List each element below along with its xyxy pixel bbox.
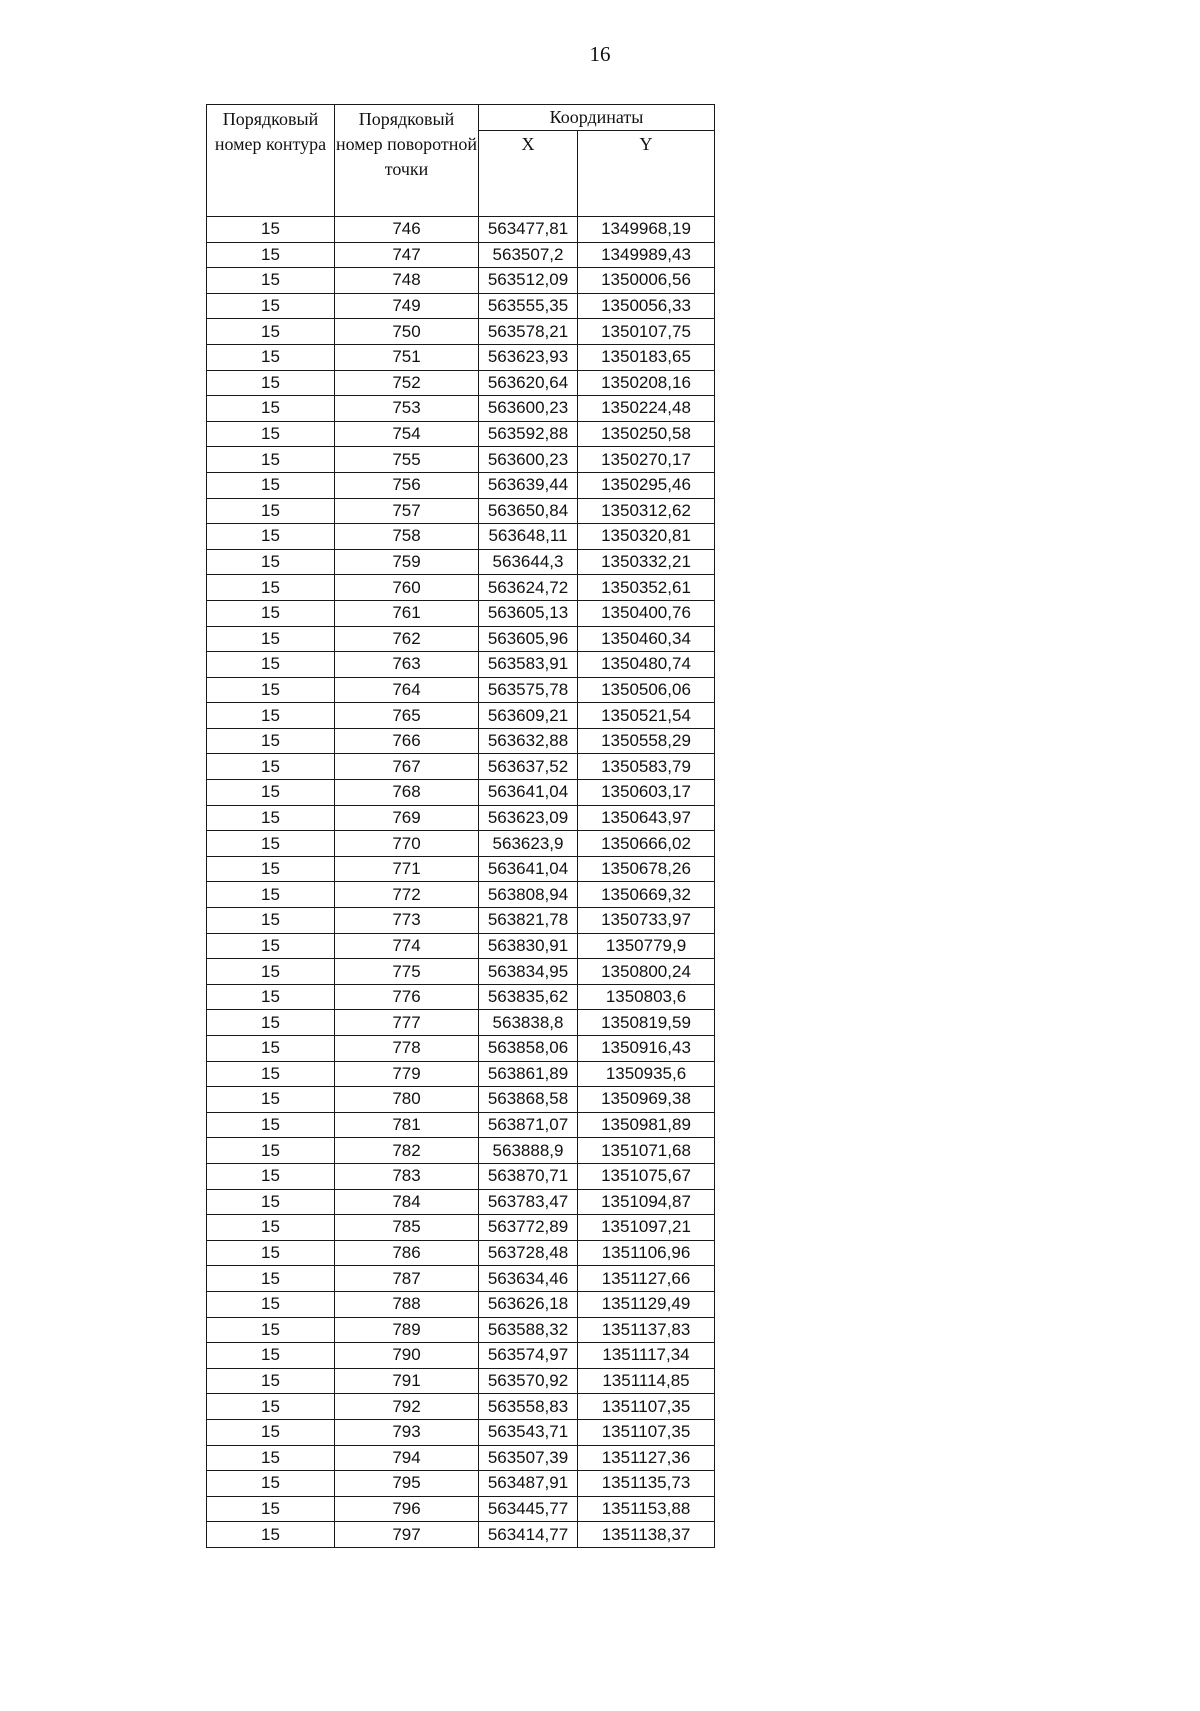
table-row <box>207 1419 715 1445</box>
cell-point-number: 784 <box>335 1189 479 1215</box>
cell-point-number: 775 <box>335 959 479 985</box>
cell-x: 563583,91 <box>479 652 578 678</box>
cell-point-number: 746 <box>335 217 479 243</box>
cell-contour-number: 15 <box>207 1419 335 1445</box>
cell-x: 563445,77 <box>479 1496 578 1522</box>
cell-contour-number: 15 <box>207 370 335 396</box>
cell-point-number: 780 <box>335 1087 479 1113</box>
cell-contour-number: 15 <box>207 268 335 294</box>
cell-contour-number: 15 <box>207 1087 335 1113</box>
cell-y: 1351097,21 <box>578 1215 715 1241</box>
table-row <box>207 1291 715 1317</box>
cell-contour-number: 15 <box>207 1163 335 1189</box>
table-row <box>207 600 715 626</box>
cell-y: 1350916,43 <box>578 1036 715 1062</box>
cell-contour-number: 15 <box>207 933 335 959</box>
cell-y: 1351137,83 <box>578 1317 715 1343</box>
table-row <box>207 831 715 857</box>
cell-point-number: 781 <box>335 1112 479 1138</box>
cell-y: 1350803,6 <box>578 984 715 1010</box>
cell-point-number: 773 <box>335 908 479 934</box>
cell-contour-number: 15 <box>207 1317 335 1343</box>
cell-point-number: 772 <box>335 882 479 908</box>
cell-point-number: 771 <box>335 856 479 882</box>
cell-point-number: 792 <box>335 1394 479 1420</box>
cell-contour-number: 15 <box>207 1010 335 1036</box>
table-row <box>207 319 715 345</box>
cell-point-number: 758 <box>335 524 479 550</box>
cell-point-number: 756 <box>335 472 479 498</box>
table-row <box>207 1266 715 1292</box>
table-row <box>207 1471 715 1497</box>
cell-contour-number: 15 <box>207 575 335 601</box>
cell-y: 1351129,49 <box>578 1291 715 1317</box>
cell-x: 563512,09 <box>479 268 578 294</box>
table-row <box>207 344 715 370</box>
cell-y: 1350935,6 <box>578 1061 715 1087</box>
cell-x: 563783,47 <box>479 1189 578 1215</box>
cell-point-number: 757 <box>335 498 479 524</box>
cell-y: 1350521,54 <box>578 703 715 729</box>
cell-x: 563624,72 <box>479 575 578 601</box>
cell-x: 563477,81 <box>479 217 578 243</box>
table-row <box>207 805 715 831</box>
cell-y: 1350460,34 <box>578 626 715 652</box>
cell-x: 563634,46 <box>479 1266 578 1292</box>
cell-point-number: 787 <box>335 1266 479 1292</box>
table-row <box>207 1343 715 1369</box>
cell-y: 1350733,97 <box>578 908 715 934</box>
cell-contour-number: 15 <box>207 1266 335 1292</box>
cell-point-number: 747 <box>335 242 479 268</box>
cell-x: 563650,84 <box>479 498 578 524</box>
cell-contour-number: 15 <box>207 344 335 370</box>
table-row <box>207 217 715 243</box>
cell-y: 1350295,46 <box>578 472 715 498</box>
cell-point-number: 783 <box>335 1163 479 1189</box>
table-header <box>207 105 715 217</box>
table-row <box>207 754 715 780</box>
cell-x: 563772,89 <box>479 1215 578 1241</box>
cell-contour-number: 15 <box>207 1061 335 1087</box>
cell-y: 1351114,85 <box>578 1368 715 1394</box>
cell-point-number: 778 <box>335 1036 479 1062</box>
table-row <box>207 1317 715 1343</box>
cell-point-number: 788 <box>335 1291 479 1317</box>
cell-x: 563639,44 <box>479 472 578 498</box>
header-point-number: Порядковый номер поворотной точки <box>335 105 479 217</box>
table-row <box>207 1368 715 1394</box>
cell-x: 563821,78 <box>479 908 578 934</box>
cell-y: 1350270,17 <box>578 447 715 473</box>
cell-y: 1350006,56 <box>578 268 715 294</box>
table-row <box>207 242 715 268</box>
cell-x: 563507,39 <box>479 1445 578 1471</box>
cell-point-number: 789 <box>335 1317 479 1343</box>
cell-x: 563838,8 <box>479 1010 578 1036</box>
cell-x: 563834,95 <box>479 959 578 985</box>
table-row <box>207 1087 715 1113</box>
cell-y: 1351107,35 <box>578 1394 715 1420</box>
cell-x: 563623,9 <box>479 831 578 857</box>
cell-x: 563605,13 <box>479 600 578 626</box>
cell-contour-number: 15 <box>207 421 335 447</box>
cell-x: 563644,3 <box>479 549 578 575</box>
cell-y: 1351106,96 <box>578 1240 715 1266</box>
cell-y: 1351135,73 <box>578 1471 715 1497</box>
cell-y: 1351127,36 <box>578 1445 715 1471</box>
cell-point-number: 748 <box>335 268 479 294</box>
cell-point-number: 765 <box>335 703 479 729</box>
cell-contour-number: 15 <box>207 1189 335 1215</box>
cell-y: 1350312,62 <box>578 498 715 524</box>
cell-x: 563623,09 <box>479 805 578 831</box>
table-row <box>207 677 715 703</box>
header-y: Y <box>578 131 715 217</box>
table-row <box>207 498 715 524</box>
table-row <box>207 396 715 422</box>
cell-y: 1350056,33 <box>578 293 715 319</box>
cell-contour-number: 15 <box>207 447 335 473</box>
cell-contour-number: 15 <box>207 293 335 319</box>
table-row <box>207 1240 715 1266</box>
cell-point-number: 785 <box>335 1215 479 1241</box>
cell-contour-number: 15 <box>207 600 335 626</box>
cell-x: 563555,35 <box>479 293 578 319</box>
cell-contour-number: 15 <box>207 1368 335 1394</box>
cell-contour-number: 15 <box>207 882 335 908</box>
table-row <box>207 421 715 447</box>
cell-contour-number: 15 <box>207 549 335 575</box>
table-row <box>207 1036 715 1062</box>
table-row <box>207 293 715 319</box>
cell-x: 563600,23 <box>479 447 578 473</box>
cell-point-number: 763 <box>335 652 479 678</box>
cell-x: 563570,92 <box>479 1368 578 1394</box>
cell-contour-number: 15 <box>207 1471 335 1497</box>
cell-point-number: 774 <box>335 933 479 959</box>
cell-y: 1349989,43 <box>578 242 715 268</box>
cell-contour-number: 15 <box>207 984 335 1010</box>
cell-x: 563641,04 <box>479 856 578 882</box>
cell-point-number: 753 <box>335 396 479 422</box>
cell-y: 1350506,06 <box>578 677 715 703</box>
table-row <box>207 524 715 550</box>
header-x: X <box>479 131 578 217</box>
cell-y: 1351075,67 <box>578 1163 715 1189</box>
table-row <box>207 728 715 754</box>
table-row <box>207 780 715 806</box>
cell-contour-number: 15 <box>207 754 335 780</box>
table-row <box>207 268 715 294</box>
cell-contour-number: 15 <box>207 831 335 857</box>
cell-y: 1350320,81 <box>578 524 715 550</box>
cell-x: 563592,88 <box>479 421 578 447</box>
cell-y: 1351138,37 <box>578 1522 715 1548</box>
table-row <box>207 472 715 498</box>
cell-x: 563600,23 <box>479 396 578 422</box>
cell-x: 563632,88 <box>479 728 578 754</box>
cell-contour-number: 15 <box>207 1138 335 1164</box>
cell-x: 563543,71 <box>479 1419 578 1445</box>
cell-x: 563871,07 <box>479 1112 578 1138</box>
cell-contour-number: 15 <box>207 1394 335 1420</box>
cell-x: 563578,21 <box>479 319 578 345</box>
table-row <box>207 908 715 934</box>
table-row <box>207 1189 715 1215</box>
cell-contour-number: 15 <box>207 703 335 729</box>
cell-x: 563858,06 <box>479 1036 578 1062</box>
cell-contour-number: 15 <box>207 1215 335 1241</box>
cell-contour-number: 15 <box>207 728 335 754</box>
cell-x: 563605,96 <box>479 626 578 652</box>
cell-point-number: 793 <box>335 1419 479 1445</box>
table-row <box>207 1445 715 1471</box>
cell-y: 1350603,17 <box>578 780 715 806</box>
coordinates-table <box>206 104 715 1548</box>
cell-y: 1351107,35 <box>578 1419 715 1445</box>
cell-x: 563414,77 <box>479 1522 578 1548</box>
table-row <box>207 1522 715 1548</box>
cell-contour-number: 15 <box>207 498 335 524</box>
table-row <box>207 882 715 908</box>
cell-point-number: 755 <box>335 447 479 473</box>
cell-x: 563648,11 <box>479 524 578 550</box>
cell-y: 1350558,29 <box>578 728 715 754</box>
cell-point-number: 764 <box>335 677 479 703</box>
cell-contour-number: 15 <box>207 677 335 703</box>
cell-y: 1350332,21 <box>578 549 715 575</box>
table-row <box>207 626 715 652</box>
cell-contour-number: 15 <box>207 780 335 806</box>
cell-contour-number: 15 <box>207 856 335 882</box>
table-row <box>207 984 715 1010</box>
cell-point-number: 766 <box>335 728 479 754</box>
cell-contour-number: 15 <box>207 242 335 268</box>
table-row <box>207 1496 715 1522</box>
cell-point-number: 752 <box>335 370 479 396</box>
cell-point-number: 767 <box>335 754 479 780</box>
cell-point-number: 770 <box>335 831 479 857</box>
table-row <box>207 549 715 575</box>
cell-x: 563574,97 <box>479 1343 578 1369</box>
cell-y: 1351153,88 <box>578 1496 715 1522</box>
page-number: 16 <box>589 42 611 66</box>
table-row <box>207 1163 715 1189</box>
cell-contour-number: 15 <box>207 396 335 422</box>
cell-y: 1350669,32 <box>578 882 715 908</box>
table-body <box>207 217 715 1548</box>
cell-point-number: 754 <box>335 421 479 447</box>
cell-point-number: 749 <box>335 293 479 319</box>
cell-point-number: 768 <box>335 780 479 806</box>
table-row <box>207 575 715 601</box>
cell-x: 563620,64 <box>479 370 578 396</box>
cell-x: 563808,94 <box>479 882 578 908</box>
cell-y: 1350583,79 <box>578 754 715 780</box>
cell-point-number: 750 <box>335 319 479 345</box>
cell-y: 1350107,75 <box>578 319 715 345</box>
cell-point-number: 791 <box>335 1368 479 1394</box>
cell-x: 563641,04 <box>479 780 578 806</box>
cell-x: 563868,58 <box>479 1087 578 1113</box>
cell-x: 563870,71 <box>479 1163 578 1189</box>
cell-x: 563623,93 <box>479 344 578 370</box>
cell-contour-number: 15 <box>207 805 335 831</box>
cell-y: 1349968,19 <box>578 217 715 243</box>
cell-y: 1350352,61 <box>578 575 715 601</box>
cell-x: 563609,21 <box>479 703 578 729</box>
cell-x: 563626,18 <box>479 1291 578 1317</box>
cell-point-number: 797 <box>335 1522 479 1548</box>
cell-x: 563487,91 <box>479 1471 578 1497</box>
header-coordinates: Координаты <box>479 105 715 131</box>
cell-contour-number: 15 <box>207 626 335 652</box>
cell-point-number: 777 <box>335 1010 479 1036</box>
table-row <box>207 933 715 959</box>
cell-contour-number: 15 <box>207 1240 335 1266</box>
cell-point-number: 786 <box>335 1240 479 1266</box>
cell-y: 1350250,58 <box>578 421 715 447</box>
cell-y: 1350800,24 <box>578 959 715 985</box>
table-row <box>207 856 715 882</box>
cell-point-number: 761 <box>335 600 479 626</box>
cell-point-number: 776 <box>335 984 479 1010</box>
cell-contour-number: 15 <box>207 1343 335 1369</box>
cell-contour-number: 15 <box>207 1112 335 1138</box>
cell-point-number: 769 <box>335 805 479 831</box>
table-row <box>207 652 715 678</box>
cell-point-number: 782 <box>335 1138 479 1164</box>
table-row <box>207 1061 715 1087</box>
table-row <box>207 703 715 729</box>
cell-contour-number: 15 <box>207 908 335 934</box>
cell-contour-number: 15 <box>207 472 335 498</box>
cell-y: 1350208,16 <box>578 370 715 396</box>
table-row <box>207 959 715 985</box>
cell-point-number: 759 <box>335 549 479 575</box>
cell-y: 1350819,59 <box>578 1010 715 1036</box>
cell-contour-number: 15 <box>207 1445 335 1471</box>
cell-contour-number: 15 <box>207 524 335 550</box>
cell-y: 1350666,02 <box>578 831 715 857</box>
cell-contour-number: 15 <box>207 1522 335 1548</box>
cell-contour-number: 15 <box>207 319 335 345</box>
cell-contour-number: 15 <box>207 1036 335 1062</box>
cell-contour-number: 15 <box>207 1496 335 1522</box>
cell-point-number: 796 <box>335 1496 479 1522</box>
cell-y: 1350183,65 <box>578 344 715 370</box>
table-row <box>207 1215 715 1241</box>
cell-contour-number: 15 <box>207 959 335 985</box>
table-row <box>207 1138 715 1164</box>
cell-point-number: 779 <box>335 1061 479 1087</box>
cell-y: 1350643,97 <box>578 805 715 831</box>
cell-contour-number: 15 <box>207 1291 335 1317</box>
cell-point-number: 790 <box>335 1343 479 1369</box>
cell-point-number: 794 <box>335 1445 479 1471</box>
cell-y: 1350400,76 <box>578 600 715 626</box>
cell-x: 563588,32 <box>479 1317 578 1343</box>
table-row <box>207 1112 715 1138</box>
cell-y: 1351094,87 <box>578 1189 715 1215</box>
cell-x: 563830,91 <box>479 933 578 959</box>
cell-y: 1350480,74 <box>578 652 715 678</box>
cell-x: 563558,83 <box>479 1394 578 1420</box>
table-row <box>207 370 715 396</box>
cell-y: 1350678,26 <box>578 856 715 882</box>
table-row <box>207 447 715 473</box>
table-row <box>207 1394 715 1420</box>
cell-contour-number: 15 <box>207 217 335 243</box>
table-row <box>207 1010 715 1036</box>
cell-x: 563835,62 <box>479 984 578 1010</box>
header-contour-number: Порядковый номер контура <box>207 105 335 217</box>
cell-point-number: 751 <box>335 344 479 370</box>
cell-x: 563861,89 <box>479 1061 578 1087</box>
cell-y: 1350969,38 <box>578 1087 715 1113</box>
cell-point-number: 795 <box>335 1471 479 1497</box>
cell-x: 563575,78 <box>479 677 578 703</box>
cell-x: 563637,52 <box>479 754 578 780</box>
cell-y: 1350779,9 <box>578 933 715 959</box>
cell-x: 563507,2 <box>479 242 578 268</box>
cell-y: 1351117,34 <box>578 1343 715 1369</box>
cell-contour-number: 15 <box>207 652 335 678</box>
cell-y: 1350981,89 <box>578 1112 715 1138</box>
cell-x: 563888,9 <box>479 1138 578 1164</box>
cell-y: 1351127,66 <box>578 1266 715 1292</box>
cell-y: 1350224,48 <box>578 396 715 422</box>
cell-y: 1351071,68 <box>578 1138 715 1164</box>
cell-point-number: 762 <box>335 626 479 652</box>
cell-x: 563728,48 <box>479 1240 578 1266</box>
cell-point-number: 760 <box>335 575 479 601</box>
